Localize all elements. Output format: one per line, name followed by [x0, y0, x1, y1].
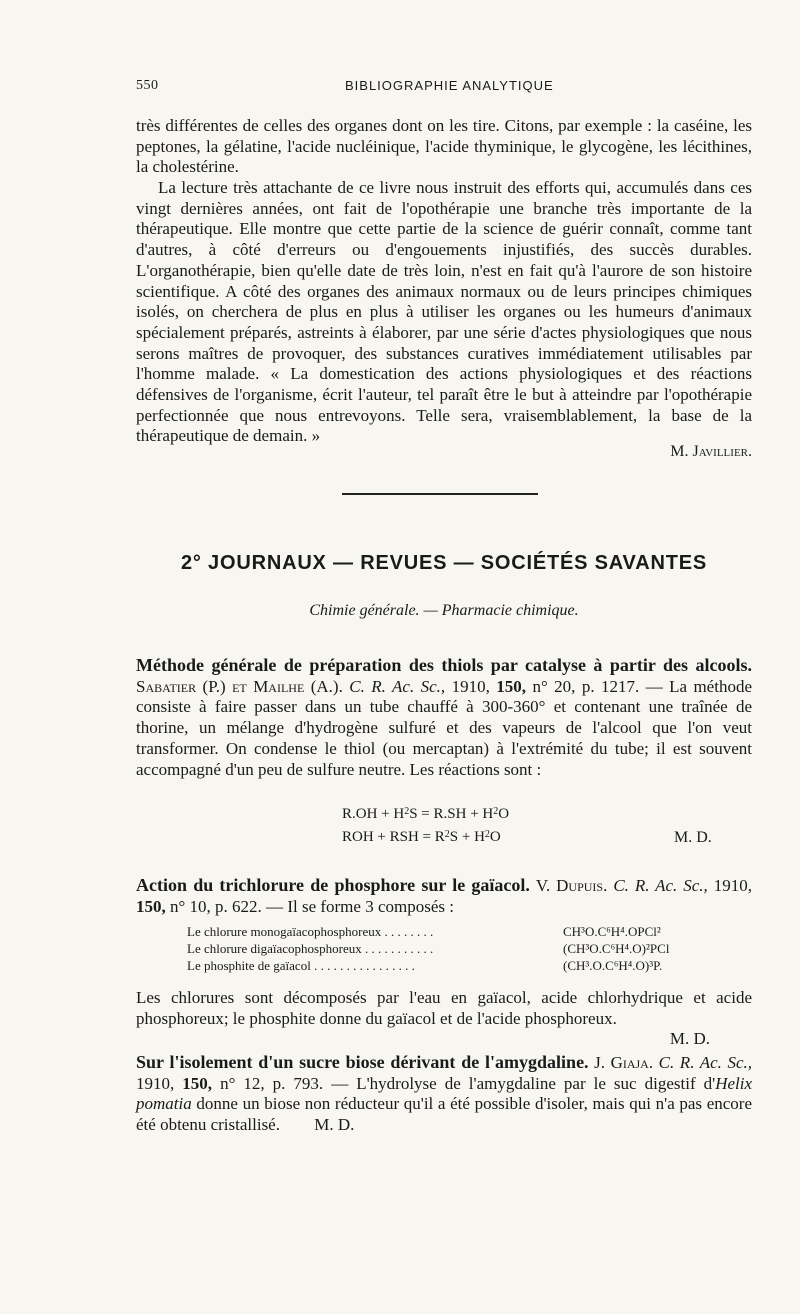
article-amygdaline	[136, 1052, 752, 1136]
compound-label: Le chlorure monogaïacophosphoreux . . . . . . . .	[187, 924, 434, 939]
equation-1: $R.OH + H^2S = R.SH + H^2O$	[342, 806, 510, 822]
review-signature: M. Javillier.	[670, 443, 752, 460]
article-signature: M. D.	[669, 1029, 710, 1049]
article-author-initial: J.	[594, 1053, 605, 1072]
equation-2: ROH + RSH = $R^2S + H^2O$	[342, 829, 501, 845]
article-authors: V. Dupuis.	[535, 876, 608, 895]
article-year: 1910,	[713, 876, 752, 895]
article-year: 1910,	[451, 676, 490, 696]
article-volume: 150,	[136, 896, 166, 916]
article-title: Sur l'isolement d'un sucre biose dérivant de l'amygdaline.	[136, 1052, 589, 1072]
article-journal: C. R. Ac. Sc.,	[658, 1053, 752, 1072]
compound-formula: (CH³.O.C⁶H⁴.O)³P.	[563, 958, 663, 973]
running-title: BIBLIOGRAPHIE ANALYTIQUE	[345, 78, 554, 93]
article-signature: M. D.	[314, 1115, 355, 1135]
article-authors: Giaja.	[610, 1053, 654, 1072]
article-conclusion: Les chlorures sont décomposés par l'eau en gaïacol, acide chlorhydrique et acide phosphoreux; le phosphite donne du gaïacol et de l'acide phosphoreux.	[136, 988, 752, 1028]
article-ref: n° 20, p. 1217.	[532, 676, 640, 696]
article-journal: C. R. Ac. Sc.,	[613, 876, 708, 895]
compound-label: Le phosphite de gaïacol . . . . . . . . . . . . . . . .	[187, 958, 415, 973]
article-title: Méthode générale de préparation des thiols par catalyse à partir des alcools.	[136, 655, 752, 675]
section-divider	[342, 493, 538, 495]
article-ref: n° 10, p. 622.	[170, 896, 262, 916]
article-title: Action du trichlorure de phosphore sur le gaïacol.	[136, 875, 530, 895]
review-paragraph-1: très différentes de celles des organes dont on les tire. Citons, par exemple : la caséine, les peptones, la gélatine, l'acide nucléinique, l'acide thyminique, le glycogène, les lécithines, la cholestérine.	[136, 116, 752, 177]
article-volume: 150,	[496, 676, 527, 696]
article-authors: Sabatier (P.) et Mailhe (A.).	[136, 676, 343, 696]
page-number: 550	[136, 78, 159, 93]
article-ref: n° 12, p. 793.	[220, 1073, 324, 1093]
article-gaiacol	[136, 875, 752, 917]
article-text: — La méthode consiste à faire passer dans un tube chauffé à 300-360° et contenant une traînée de thorine, un mélange d'hydrogène sulfuré et des vapeurs de l'alcool que l'on veut transformer. On condense le thiol (ou mercaptan) à l'extrémité du tube; il est souvent accompagné d'un peu de sulfure neutre. Les réactions sont :	[136, 676, 752, 779]
article-intro: — Il se forme 3 composés :	[266, 896, 454, 916]
article-text-post: donne un biose non réducteur qu'il a été possible d'isoler, mais qui n'a pas encore été obtenu cristallisé.	[136, 1094, 752, 1135]
review-paragraph-2: La lecture très attachante de ce livre nous instruit des efforts qui, accumulés dans ces vingt dernières années, ont fait de l'opothérapie une branche très importante de la thérapeutique. Elle montre que cette partie de la science de guérir connaît, comme tant d'autres, à côté d'erreurs ou d'engouements injustifiés, des succès durables. L'organothérapie, bien qu'elle date de très loin, n'est en fait qu'à l'aurore de son histoire scientifique. A côté des organes des animaux normaux ou de leurs principes chimiques isolés, on cherchera de plus en plus à utiliser les organes ou les humeurs d'animaux spécialement préparés, astreints à élaborer, par une série d'actes physiologiques que nous serons maîtres de provoquer, des substances curatives immédiatement utilisables par l'homme malade. « La domestication des actions physiologiques et des réactions défensives de l'organisme, écrit l'auteur, tel paraît être le but à atteindre par l'opothérapie perfectionnée que nous entrevoyons. Telle sera, vraisemblablement, la base de la thérapeutique de demain. »	[136, 178, 752, 446]
article-signature: M. D.	[674, 829, 712, 846]
compound-formula: (CH³O.C⁶H⁴.O)²PCl	[563, 941, 670, 956]
article-gaiacol-conclusion	[136, 988, 752, 1050]
article-journal: C. R. Ac. Sc.,	[349, 676, 446, 696]
article-text-pre: — L'hydrolyse de l'amygdaline par le suc digestif d'	[331, 1073, 716, 1093]
compound-label: Le chlorure digaïacophosphoreux . . . . . . . . . . .	[187, 941, 434, 956]
article-thiols	[136, 655, 752, 780]
article-species: Helix pomatia	[136, 1073, 753, 1114]
article-volume: 150,	[182, 1073, 213, 1093]
article-year: 1910,	[136, 1073, 175, 1093]
compound-formula: CH³O.C⁶H⁴.OPCl²	[563, 924, 661, 939]
section-title: 2° JOURNAUX — REVUES — SOCIÉTÉS SAVANTES	[180, 552, 707, 574]
section-subtitle: Chimie générale. — Pharmacie chimique.	[309, 602, 579, 619]
